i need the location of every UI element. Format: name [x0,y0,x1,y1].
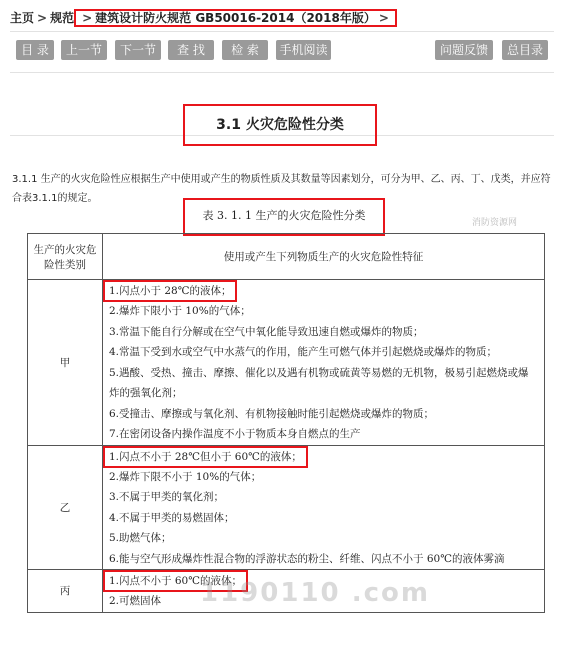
find-button[interactable]: 查 找 [168,40,214,60]
section-title: 3.1 火灾危险性分类 [185,106,375,144]
prev-section-button[interactable]: 上一节 [61,40,107,60]
toolbar [0,40,566,62]
items-cell [103,445,545,570]
table-title: 表 3. 1. 1 生产的火灾危险性分类 [185,200,383,234]
breadcrumb-separator: > [378,11,389,25]
hazard-item: 5.遇酸、受热、撞击、摩擦、催化以及遇有机物或硫黄等易燃的无机物，极易引起燃烧或爆炸的强氧化剂； [109,366,529,399]
category-cell: 丙 [28,570,103,613]
category-cell: 甲 [28,280,103,446]
header-description: 使用或产生下列物质生产的火灾危险性特征 [103,234,545,280]
breadcrumb [10,9,395,26]
contents-button[interactable]: 目 录 [16,40,54,60]
hazard-item: 1.闪点小于 28℃的液体； [105,282,235,300]
feedback-button[interactable]: 问题反馈 [435,40,493,60]
hazard-item: 2.爆炸下限小于 10%的气体； [109,305,251,317]
index-button[interactable]: 总目录 [502,40,548,60]
next-section-button[interactable]: 下一节 [115,40,161,60]
hazard-item: 6.能与空气形成爆炸性混合物的浮游状态的粉尘、纤维、闪点不小于 60℃的液体雾滴 [109,552,505,565]
breadcrumb-home-link[interactable]: 主页 [10,11,35,25]
divider [10,31,554,32]
intro-paragraph: 3.1.1 生产的火灾危险性应根据生产中使用或产生的物质性质及其数量等因素划分，可分为甲、乙、丙、丁、戊类，并应符合表3.1.1的规定。 [12,174,551,204]
search-button[interactable]: 检 索 [222,40,268,60]
watermark: 1190110 .com [200,578,430,608]
category-cell: 乙 [28,445,103,570]
hazard-item: 1.闪点不小于 28℃但小于 60℃的液体； [105,448,306,466]
breadcrumb-section-link[interactable]: 规范 [50,11,75,25]
hazard-item: 1.闪点不小于 60℃的液体； [105,572,246,590]
table-row [28,445,545,570]
hazard-item: 2.爆炸下限不小于 10%的气体； [109,470,262,483]
divider [10,72,554,73]
hazard-item: 4.不属于甲类的易燃固体； [109,511,235,524]
hazard-item: 7.在密闭设备内操作温度不小于物质本身自燃点的生产 [109,428,361,440]
mobile-read-button[interactable]: 手机阅读 [276,40,331,60]
table-header-row [28,234,545,280]
hazard-item: 6.受撞击、摩擦或与氧化剂、有机物接触时能引起燃烧或爆炸的物质； [109,407,435,420]
hazard-item: 3.不属于甲类的氧化剂； [109,491,225,503]
breadcrumb-separator: > [82,11,93,25]
breadcrumb-separator: > [37,11,48,25]
items-cell [103,280,545,446]
watermark: 消防资源网 [472,218,518,228]
table-row [28,280,545,446]
breadcrumb-current-link[interactable]: 建筑设计防火规范 GB50016-2014（2018年版） [95,11,376,25]
hazard-item: 4.常温下受到水或空气中水蒸气的作用，能产生可燃气体并引起燃烧或爆炸的物质； [109,346,498,358]
hazard-item: 2.可燃固体 [109,595,162,607]
hazard-item: 3.常温下能自行分解或在空气中氧化能导致迅速自燃或爆炸的物质； [109,325,424,338]
fire-hazard-table [27,233,545,613]
hazard-item: 5.助燃气体； [109,532,172,544]
header-category: 生产的火灾危险性类别 [28,234,103,280]
